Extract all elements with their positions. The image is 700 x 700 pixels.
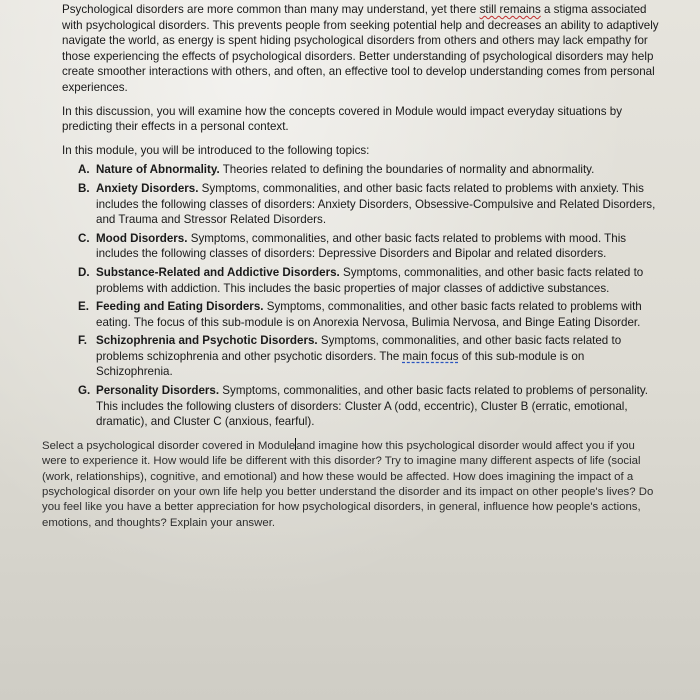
intro-text-part-1: Psychological disorders are more common than many may understand, yet there (62, 3, 480, 16)
list-item (78, 162, 660, 178)
list-item (78, 181, 660, 228)
list-item (78, 299, 660, 330)
intro-text-part-2: a stigma associated with psychological disorders. This prevents people from seeking potential help and decreases an ability to adaptively navigate the world, as energy is spent hiding psychological disorders from others and others may lack empathy for those experiencing the effects of psychological disorders. Better understanding of psychological disorders may help create smoother interactions with others, and often, an effective tool to develop understanding comes from personal experiences. (62, 3, 659, 94)
list-item (78, 231, 660, 262)
topic-letter: A. (78, 163, 90, 177)
topic-description-part-1: Symptoms, commonalities, and other basic facts related to problems schizophrenia and other psychotic disorders. The (96, 334, 622, 363)
topic-title: Nature of Abnormality. (96, 163, 220, 177)
intro-paragraph (62, 2, 660, 96)
topic-title: Anxiety Disorders. (96, 181, 199, 195)
discussion-paragraph: In this discussion, you will examine how the concepts covered in Module would impact everyday situations by predicting their effects in a personal context. (62, 104, 623, 134)
topic-description: Symptoms, commonalities, and other basic facts related to problems with addiction. This includes the basic properties of major classes of addictive substances. (96, 265, 644, 295)
topic-description: Symptoms, commonalities, and other basic facts related to problems with anxiety. This includes the following classes of disorders: Anxiety Disorders, Obsessive-Compulsive and Related Disorders, and Trauma and Stressor Related Disorders. (96, 181, 656, 227)
topic-description: Symptoms, commonalities, and other basic facts related to problems of personality. This includes the following clusters of disorders: Cluster A (odd, eccentric), Cluster B (erratic, emotional, dramatic), and Cluster C (anxious, fearful). (96, 384, 649, 429)
topic-letter: F. (78, 334, 88, 348)
list-item (78, 333, 660, 380)
topic-title: Personality Disorders. (96, 384, 220, 398)
topics-intro: In this module, you will be introduced to the following topics: (62, 143, 370, 157)
topic-letter: B. (78, 181, 90, 195)
spelling-flagged-phrase[interactable]: still remains (479, 3, 541, 16)
topic-letter: G. (78, 384, 91, 398)
discussion-prompt[interactable] (42, 438, 660, 531)
topics-list (62, 162, 660, 430)
topic-description: Theories related to defining the boundaries of normality and abnormality. (219, 163, 595, 177)
topic-description: Symptoms, commonalities, and other basic facts related to problems with eating. The focus of this sub-module is on Anorexia Nervosa, Bulimia Nervosa, and Binge Eating Disorder. (96, 300, 642, 329)
topic-title: Feeding and Eating Disorders. (96, 300, 264, 314)
topic-letter: E. (78, 300, 89, 314)
prompt-text-part-2: and imagine how this psychological disorder would affect you if you were to experience it. How would life be different with this disorder? Try to imagine many different aspects of life (social (work, relationships), cognitive, and emotional) and how these would be affected. How does imagining the impact of a psychological disorder on your own life help you better understand the disorder and its impact on other people's lives? Do you feel like you have a better appreciation for how psychological disorders, in general, influence how people's actions, emotions, and thoughts? Explain your answer. (42, 439, 654, 529)
grammar-flagged-phrase[interactable]: main focus (402, 349, 459, 363)
topic-description: Symptoms, commonalities, and other basic facts related to problems with mood. This includes the following classes of disorders: Depressive Disorders and Bipolar and related disorders. (96, 231, 627, 261)
topic-letter: D. (78, 265, 90, 279)
list-item (78, 265, 660, 296)
topic-letter: C. (78, 231, 90, 245)
topic-description-part-2: of this sub-module is on Schizophrenia. (96, 349, 585, 379)
topic-title: Schizophrenia and Psychotic Disorders. (96, 334, 318, 348)
topic-title: Mood Disorders. (96, 231, 188, 245)
list-item (78, 383, 660, 430)
prompt-text-part-1: Select a psychological disorder covered in Module (42, 439, 296, 452)
topic-title: Substance-Related and Addictive Disorders. (96, 265, 340, 279)
